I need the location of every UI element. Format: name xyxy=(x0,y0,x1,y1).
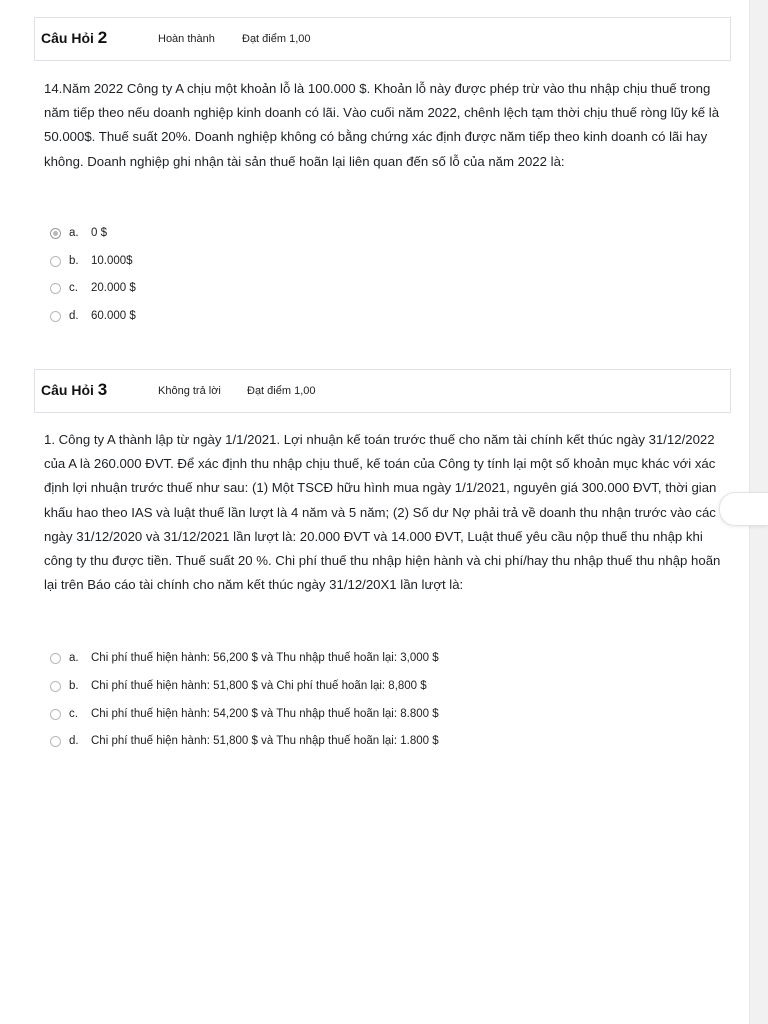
question-2-option-a[interactable]: a. 0 $ xyxy=(50,223,107,243)
question-2-state: Hoàn thành xyxy=(158,33,215,45)
question-3-title: Câu Hỏi 3 xyxy=(41,380,108,399)
radio-icon[interactable] xyxy=(50,256,61,267)
radio-icon[interactable] xyxy=(50,681,61,692)
radio-icon[interactable] xyxy=(50,736,61,747)
question-3-state: Không trả lời xyxy=(158,385,221,397)
question-2-text: 14.Năm 2022 Công ty A chịu một khoản lỗ là 100.000 $. Khoản lỗ này được phép trừ vào thu nhập chịu thuế trong năm tiếp theo nếu doanh nghiệp kinh doanh có lãi. Vào cuối năm 2022, chênh lệch tạm thời chịu thuế ròng lũy kế là 50.000$. Thuế suất 20%. Doanh nghiệp không có bằng chứng xác định được năm tiếp theo kinh doanh có lãi hay không. Doanh nghiệp ghi nhận tài sản thuế hoãn lại liên quan đến số lỗ của năm 2022 là: xyxy=(44,81,720,169)
question-2-header xyxy=(34,17,731,61)
question-3-option-c[interactable]: c. Chi phí thuế hiện hành: 54,200 $ và Thu nhập thuế hoãn lại: 8.800 $ xyxy=(50,704,439,724)
radio-icon[interactable] xyxy=(50,653,61,664)
question-2-grade: Đạt điểm 1,00 xyxy=(242,33,311,45)
radio-selected-icon[interactable] xyxy=(50,228,61,239)
radio-icon[interactable] xyxy=(50,283,61,294)
question-2-option-d[interactable]: d. 60.000 $ xyxy=(50,306,136,326)
radio-icon[interactable] xyxy=(50,709,61,720)
question-2-option-b[interactable]: b. 10.000$ xyxy=(50,251,133,271)
drawer-toggle-handle[interactable] xyxy=(719,492,768,526)
radio-icon[interactable] xyxy=(50,311,61,322)
question-3-option-b[interactable]: b. Chi phí thuế hiện hành: 51,800 $ và Chi phí thuế hoãn lại: 8,800 $ xyxy=(50,676,427,696)
question-3-option-a[interactable]: a. Chi phí thuế hiện hành: 56,200 $ và Thu nhập thuế hoãn lại: 3,000 $ xyxy=(50,648,439,668)
question-2-title: Câu Hỏi 2 xyxy=(41,28,108,47)
question-3-text: 1. Công ty A thành lập từ ngày 1/1/2021. Lợi nhuận kế toán trước thuế cho năm tài chính kết thúc ngày 31/12/2022 của A là 260.000 ĐVT. Để xác định thu nhập chịu thuế, kế toán của Công ty tính lại một số khoản mục khác với xác định lợi nhuận trước thuế như sau: (1) Một TSCĐ hữu hình mua ngày 1/1/2021, nguyên giá 300.000 ĐVT, thời gian khấu hao theo IAS và luật thuế lần lượt là 4 năm và 5 năm; (2) Số dư Nợ phải trả về doanh thu nhận trước vào các ngày 31/12/2020 và 31/12/2021 lần lượt là: 20.000 ĐVT và 14.000 ĐVT, Luật thuế yêu cầu nộp thuế thu nhập khi công ty thu được tiền. Thuế suất 20 %. Chi phí thuế thu nhập hiện hành và chi phí/hay thu nhập thuế thu nhập hoãn lại trên Báo cáo tài chính cho năm kết thúc ngày 31/12/20X1 lần lượt là: xyxy=(44,432,721,593)
question-3-header xyxy=(34,369,731,413)
question-3-option-d[interactable]: d. Chi phí thuế hiện hành: 51,800 $ và Thu nhập thuế hoãn lại: 1.800 $ xyxy=(50,731,439,751)
question-3-grade: Đạt điểm 1,00 xyxy=(247,385,316,397)
question-2-option-c[interactable]: c. 20.000 $ xyxy=(50,278,136,298)
